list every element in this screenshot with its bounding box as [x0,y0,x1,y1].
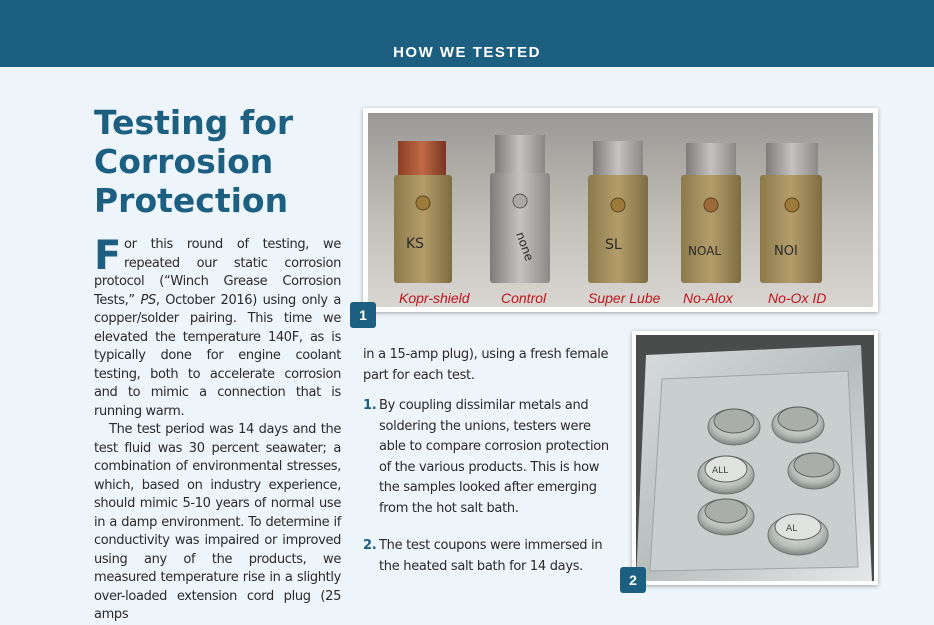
caption-no-ox-id: No-Ox ID [768,290,827,306]
coupons-photo [368,113,873,307]
list-item-number: 1. [363,398,377,413]
headline-line-1: Testing for [94,103,294,142]
coupon-super-lube [588,141,648,283]
coupon-no-alox [681,143,741,283]
coupon-mark-2: none [513,229,537,263]
list-item [363,396,611,519]
paragraph-1-text-b: , October 2016) using only a copper/solder pairing. This time we elevated the temperature 140F, as is typically done for engine coolant testing, both to accelerate corrosion and to mimic a connection that is running warm. [94,292,341,419]
coupon-kopr-shield [394,141,452,283]
numbered-list [363,396,611,577]
coupon-mark-3: SL [605,237,622,253]
caption-control: Control [501,290,547,306]
jar [698,456,754,494]
article-headline [94,103,344,220]
column-2-continuation: in a 15-amp plug), using a fresh female part for each test. [363,347,609,383]
paragraph-1 [94,233,341,421]
jar [772,407,824,443]
caption-super-lube: Super Lube [588,290,661,306]
headline-line-2: Corrosion [94,142,274,181]
coupon-mark-5: NOI [774,244,798,259]
salt-bath-photo [636,335,874,581]
salt-bath-illustration [636,335,874,581]
figure-1-photo [363,108,878,312]
jar-mark-2: AL [786,524,798,534]
coupons-illustration [368,113,873,307]
paragraph-2: The test period was 14 days and the test fluid was 30 percent seawater; a combination of environmental stresses, which, based on industry experience, should mimic 5-10 years of normal use in a damp environment. To determine if conductivity was impaired or improved using any of the products, we measured temperature rise in a slightly over-loaded extension cord plug (25 amps [94,422,341,622]
list-item-text: By coupling dissimilar metals and soldering the unions, testers were able to compare corrosion protection of the various products. This is how the samples looked after emerging from the hot salt bath. [379,398,609,516]
jar [768,514,828,555]
headline-line-3: Protection [94,181,289,220]
section-title: HOW WE TESTED [393,44,541,61]
caption-kopr-shield: Kopr-shield [399,290,470,306]
body-column-1 [94,233,341,625]
coupon-mark-4: NOAL [688,244,722,258]
figure-1-number: 1 [350,302,376,328]
jar [788,453,840,489]
list-item-text: The test coupons were immersed in the heated salt bath for 14 days. [379,538,603,574]
list-item-number: 2. [363,538,377,553]
caption-no-alox: No-Alox [683,290,733,306]
drop-cap: F [94,233,121,279]
list-item [363,536,611,577]
figure-2-number: 2 [620,567,646,593]
paragraph-1-italic: PS [140,292,156,308]
coupon-mark-1: KS [406,236,425,252]
jar [698,499,754,535]
jar-mark-1: ALL [712,466,729,476]
coupon-control [490,135,550,283]
paragraph-1-text-a: or this round of testing, we repeated our static corrosion protocol (“Winch Grease Corrosion Tests,” [94,237,341,308]
body-column-2 [363,345,611,594]
jar [708,409,760,445]
coupon-no-ox-id [760,143,822,283]
figure-2-photo [632,331,878,585]
